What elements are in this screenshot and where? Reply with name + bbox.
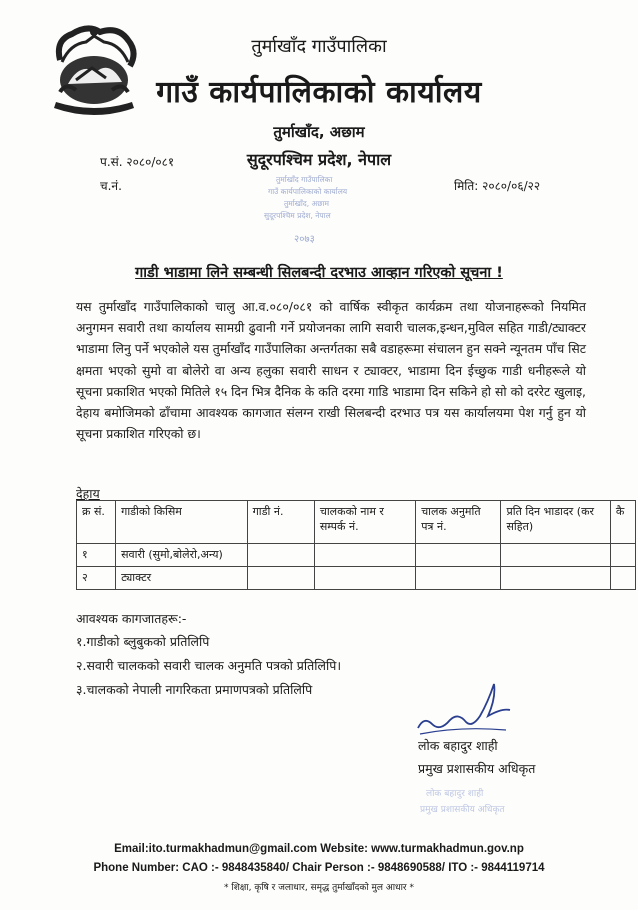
notice-date: मिति: २०८०/०६/२२ <box>454 179 541 193</box>
header-vehicle-type: गाडीको किसिम <box>116 501 247 544</box>
vehicle-rate-table <box>76 500 636 590</box>
office-address: तुर्माखाँद, अछाम <box>273 123 365 141</box>
signatory-name: लोक बहादुर शाही <box>418 738 498 753</box>
province-name: सुदूरपश्चिम प्रदेश, नेपाल <box>246 150 392 169</box>
stamp-line-1: तुर्माखाँद गाउँपालिका <box>276 175 333 184</box>
footer-contact-email: Email:ito.turmakhadmun@gmail.com Website: www.turmakhadmun.gov.np <box>114 843 524 855</box>
stamp-year: २०७३ <box>294 234 315 245</box>
signature-icon <box>410 680 520 740</box>
stamp-line-4: सुदूरपश्चिम प्रदेश, नेपाल <box>264 211 331 220</box>
required-documents-title: आवश्यक कागजातहरू:- <box>76 611 187 626</box>
header-license-number: चालक अनुमति पत्र नं. <box>416 501 501 544</box>
header-driver-name-contact: चालकको नाम र सम्पर्क नं. <box>314 501 415 544</box>
stamp-line-3: तुर्माखाँद, अछाम <box>284 199 329 208</box>
header-daily-rate: प्रति दिन भाडादर (कर सहित) <box>501 501 610 544</box>
table-header-row <box>77 501 636 544</box>
stamp2-name: लोक बहादुर शाही <box>426 789 484 799</box>
signatory-title: प्रमुख प्रशासकीय अधिकृत <box>418 761 536 776</box>
header-serial: क्र सं. <box>77 501 116 544</box>
dispatch-number: च.नं. <box>100 179 122 193</box>
document-item: १.गाडीको ब्लुबुकको प्रतिलिपि <box>76 634 210 649</box>
document-item: ३.चालकको नेपाली नागरिकता प्रमाणपत्रको प्रतिलिपि <box>76 682 313 697</box>
table-row <box>77 567 636 590</box>
row-serial: १ <box>77 544 116 567</box>
row-serial: २ <box>77 567 116 590</box>
row-vehicle-type: सवारी (सुमो,बोलेरो,अन्य) <box>116 544 247 567</box>
stamp2-title: प्रमुख प्रशासकीय अधिकृत <box>420 805 505 815</box>
reference-number: प.सं. २०८०/०८१ <box>100 155 175 169</box>
footer-motto: * शिक्षा, कृषि र जलाधार, समृद्ध तुर्माखाँदको मुल आधार * <box>224 883 414 893</box>
header-vehicle-number: गाडी नं. <box>247 501 314 544</box>
municipality-name: तुर्माखाँद गाउँपालिका <box>251 36 387 57</box>
table-label: देहाय <box>76 486 100 501</box>
office-name: गाउँ कार्यपालिकाको कार्यालय <box>156 75 482 110</box>
notice-body: यस तुर्माखाँद गाउँपालिकाको चालु आ.व.०८०/०८१ को वार्षिक स्वीकृत कार्यक्रम तथा योजनाहरूको नियमित अनुगमन सवारी तथा कार्यालय सामग्री ढुवानी गर्ने प्रयोजनका लागि सवारी चालक,इन्धन,मुविल सहित गाडी/ट्याक्टर भाडामा लिनु पर्ने भएकोले यस तुर्माखाँद गाउँपालिका अन्तर्गतका सबै वडाहरूमा संचालन हुन सक्ने न्यूनतम पाँच सिट क्षमता भएको सुमो वा बोलेरो वा अन्य हलुका सवारी साधन र ट्याक्टर, भाडामा दिन ईच्छुक गाडी धनीहरूले यो सूचना प्रकाशित भएको मितिले १५ दिन भित्र दैनिक के कति दरमा गाडि भाडामा दिन सकिने हो सो को दररेट खुलाइ, देहाय बमोजिमको ढाँचामा आवश्यक कागजात संलग्न राखी सिलबन्दी दरभाउ पत्र यस कार्यालयमा पेश गर्नु हुन यो सूचना प्रकाशित गरिएको छ। <box>76 299 586 442</box>
office-stamp-icon <box>252 170 362 252</box>
header-remarks: कै <box>610 501 635 544</box>
row-vehicle-type: ट्याक्टर <box>116 567 247 590</box>
document-item: २.सवारी चालकको सवारी चालक अनुमति पत्रको प्रतिलिपि। <box>76 658 342 673</box>
notice-subject-text: गाडी भाडामा लिने सम्बन्धी सिलबन्दी दरभाउ आव्हान गरिएको सूचना ! <box>135 265 503 281</box>
footer-phone-numbers: Phone Number: CAO :- 9848435840/ Chair Person :- 9848690588/ ITO :- 9844119714 <box>93 862 545 874</box>
stamp-line-2: गाउँ कार्यपालिकाको कार्यालय <box>268 187 348 196</box>
signatory-stamp-icon <box>418 780 518 820</box>
notice-subject <box>0 262 638 282</box>
table-row <box>77 544 636 567</box>
